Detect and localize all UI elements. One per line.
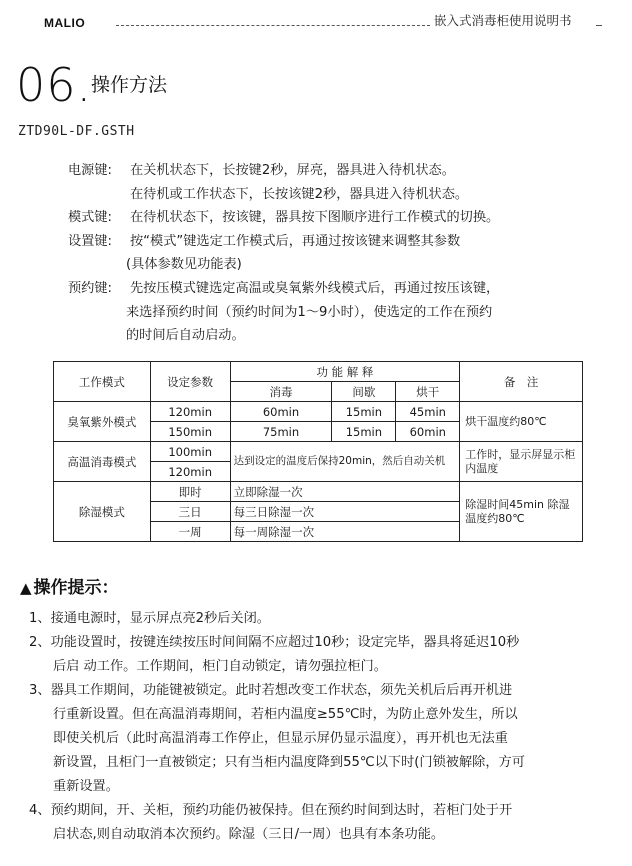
key-descriptions — [68, 159, 608, 348]
header-dry: 烘干 — [396, 382, 460, 402]
brand-logo: MALIO — [44, 16, 86, 30]
function-cell: 立即除湿一次 — [230, 482, 460, 502]
table-row — [54, 482, 583, 502]
power-key-text-2: 在待机或工作状态下，长按该键2秒，器具进入待机状态。 — [130, 186, 469, 202]
tip-continuation: 启状态,则自动取消本次预约。除湿（三日/一周）也具有本条功能。 — [53, 827, 445, 842]
dehumidify-note: 除湿时间45min 除湿温度约80℃ — [460, 482, 583, 542]
param-cell: 150min — [150, 422, 230, 442]
mode-key-text: 在待机状态下，按该键，器具按下图顺序进行工作模式的切换。 — [130, 210, 500, 226]
preset-key-text-1: 先按压模式键选定高温或臭氧紫外线模式后，再通过按压该键， — [130, 280, 500, 296]
function-table — [53, 361, 583, 542]
param-cell: 即时 — [150, 482, 230, 502]
table-row — [54, 402, 583, 422]
ozone-uv-note: 烘干温度约80℃ — [460, 402, 583, 442]
header-divider — [116, 25, 430, 26]
power-key-label: 电源键: — [68, 163, 113, 178]
header-param: 设定参数 — [150, 362, 230, 402]
tip-item: 2、功能设置时，按键连续按压时间间隔不应超过10秒；设定完毕，器具将延迟10秒 — [29, 635, 520, 650]
dry-cell: 60min — [396, 422, 460, 442]
set-key-row — [68, 230, 608, 254]
disinfect-cell: 60min — [230, 402, 332, 422]
tip-continuation: 后启 动工作。工作期间，柜门自动锁定，请勿强拉柜门。 — [53, 659, 387, 674]
interval-cell: 15min — [332, 402, 396, 422]
header-interval: 间歇 — [332, 382, 396, 402]
table-row — [54, 442, 583, 462]
param-cell: 120min — [150, 462, 230, 482]
interval-cell: 15min — [332, 422, 396, 442]
tip-item: 4、预约期间，开、关柜，预约功能仍被保持。但在预约时间到达时，若柜门处于开 — [29, 803, 513, 818]
set-key-text-1: 按“模式”键选定工作模式后，再通过按该键来调整其参数 — [130, 233, 461, 249]
set-key-text-2: (具体参数见功能表) — [126, 257, 242, 273]
header-underline — [596, 25, 602, 26]
preset-key-row — [68, 277, 608, 301]
warning-triangle-icon: ▲ — [20, 579, 32, 597]
dehumidify-mode: 除湿模式 — [54, 482, 151, 542]
manual-title: 嵌入式消毒柜使用说明书 — [434, 13, 572, 28]
tips-heading — [20, 573, 119, 598]
param-cell: 120min — [150, 402, 230, 422]
power-key-text-1: 在关机状态下，长按键2秒，屏亮，器具进入待机状态。 — [130, 163, 455, 178]
model-number: ZTD90L-DF.GSTH — [18, 124, 135, 139]
header-function: 功 能 解 释 — [230, 362, 460, 382]
param-cell: 100min — [150, 442, 230, 462]
tip-continuation: 行重新设置。但在高温消毒期间，若柜内温度≥55℃时，为防止意外发生，所以 — [53, 707, 518, 722]
high-temp-function: 达到设定的温度后保持20min，然后自动关机 — [230, 442, 460, 482]
preset-key-label: 预约键: — [68, 280, 113, 296]
page-header — [0, 0, 632, 40]
tip-continuation: 新设置，且柜门一直被锁定；只有当柜内温度降到55℃以下时(门锁被解除，方可 — [53, 755, 525, 770]
preset-key-text-3: 的时间后自动启动。 — [126, 328, 245, 344]
header-mode: 工作模式 — [54, 362, 151, 402]
tip-continuation: 即使关机后（此时高温消毒工作停止，但显示屏仍显示温度），再开机也无法重 — [53, 731, 508, 746]
tip-continuation: 重新设置。 — [53, 779, 119, 794]
section-title: 操作方法 — [91, 74, 168, 96]
function-cell: 每一周除湿一次 — [230, 522, 460, 542]
high-temp-note: 工作时，显示屏显示柜内温度 — [460, 442, 583, 482]
high-temp-mode: 高温消毒模式 — [54, 442, 151, 482]
power-key-row — [68, 159, 608, 183]
disinfect-cell: 75min — [230, 422, 332, 442]
section-number: 06. — [16, 58, 93, 112]
mode-key-label: 模式键: — [68, 210, 113, 226]
function-cell: 每三日除湿一次 — [230, 502, 460, 522]
tip-item: 1、接通电源时，显示屏点亮2秒后关闭。 — [29, 611, 270, 626]
header-note: 备 注 — [460, 362, 583, 402]
table-header-row — [54, 362, 583, 382]
header-disinfect: 消毒 — [230, 382, 332, 402]
param-cell: 三日 — [150, 502, 230, 522]
set-key-label: 设置键: — [68, 233, 113, 249]
mode-key-row — [68, 206, 608, 230]
param-cell: 一周 — [150, 522, 230, 542]
tips-list — [29, 607, 604, 847]
dry-cell: 45min — [396, 402, 460, 422]
preset-key-text-2: 来选择预约时间（预约时间为1～9小时），使选定的工作在预约 — [126, 304, 493, 320]
tip-item: 3、器具工作期间，功能键被锁定。此时若想改变工作状态，须先关机后后再开机进 — [29, 683, 513, 698]
tips-heading-text: 操作提示： — [33, 578, 119, 598]
ozone-uv-mode: 臭氧紫外模式 — [54, 402, 151, 442]
